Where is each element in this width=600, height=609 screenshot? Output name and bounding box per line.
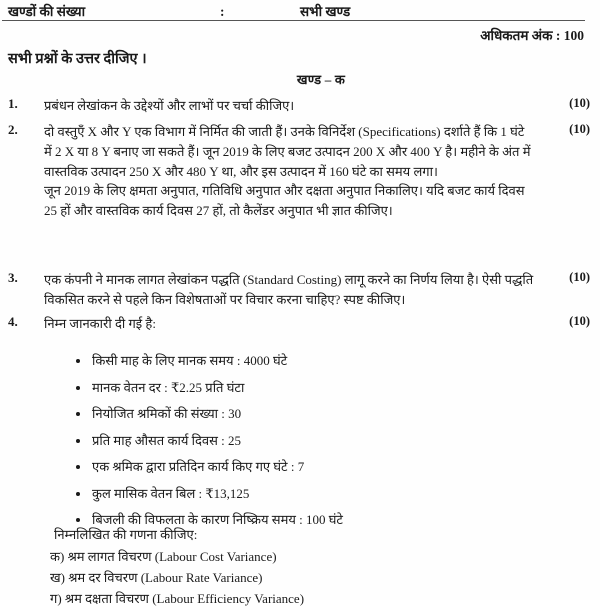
given-information-list xyxy=(70,352,550,538)
blocks-count-value: सभी खण्ड xyxy=(300,4,351,19)
sub-question-item: ग) श्रम दक्षता विचरण (Labour Efficiency Variance) xyxy=(50,591,305,607)
question-marks: (10) xyxy=(569,270,590,284)
list-item: किसी माह के लिए मानक समय : 4000 घंटे xyxy=(70,352,550,370)
question-paragraph: जून 2019 के लिए क्षमता अनुपात, गतिविधि अनुपात और दक्षता अनुपात निकालिए। यदि बजट कार्य दिवस 25 हों और वास्तविक कार्य दिवस 27 हों, तो कैलेंडर अनुपात भी ज्ञात कीजिए। xyxy=(44,183,525,218)
question-marks: (10) xyxy=(569,314,590,328)
question-paragraph: एक कंपनी ने मानक लागत लेखांकन पद्धति (Standard Costing) लागू करने का निर्णय लिया है। ऐसी पद्धति विकसित करने से पहले किन विशेषताओं पर विचार करना चाहिए? स्पष्ट कीजिए। xyxy=(44,272,534,307)
header-divider-rule xyxy=(2,20,585,21)
header-blocks-row xyxy=(8,2,592,20)
question-text xyxy=(44,122,534,221)
question-number: 1. xyxy=(8,96,18,111)
answer-all-instruction: सभी प्रश्नों के उत्तर दीजिए । xyxy=(8,51,147,67)
question-paragraph: निम्न जानकारी दी गई है: xyxy=(44,316,156,331)
question-item xyxy=(8,96,592,116)
sub-question-item: क) श्रम लागत विचरण (Labour Cost Variance) xyxy=(50,549,277,565)
list-item: कुल मासिक वेतन बिल : ₹13,125 xyxy=(70,485,550,503)
maximum-marks-label: अधिकतम अंक : 100 xyxy=(480,28,584,43)
question-text xyxy=(44,96,534,116)
question-marks: (10) xyxy=(569,122,590,136)
section-heading: खण्ड – क xyxy=(296,72,346,87)
question-item xyxy=(8,270,592,310)
header-colon-separator: : xyxy=(220,4,225,19)
blocks-count-label: खण्डों की संख्या xyxy=(8,4,86,19)
question-item xyxy=(8,314,592,334)
question-text xyxy=(44,270,534,310)
list-item: एक श्रमिक द्वारा प्रतिदिन कार्य किए गए घंटे : 7 xyxy=(70,458,550,476)
question-number: 3. xyxy=(8,270,18,285)
question-text xyxy=(44,314,534,334)
question-number: 2. xyxy=(8,122,18,137)
list-item: नियोजित श्रमिकों की संख्या : 30 xyxy=(70,405,550,423)
list-item: मानक वेतन दर : ₹2.25 प्रति घंटा xyxy=(70,379,550,397)
sub-question-item: ख) श्रम दर विचरण (Labour Rate Variance) xyxy=(50,570,263,586)
question-item xyxy=(8,122,592,221)
question-paragraph: प्रबंधन लेखांकन के उद्देश्यों और लाभों पर चर्चा कीजिए। xyxy=(44,98,295,113)
question-marks: (10) xyxy=(569,96,590,110)
question-paragraph: दो वस्तुएँ X और Y एक विभाग में निर्मित की जाती हैं। उनके विनिर्देश (Specifications) दर्शाते हैं कि 1 घंटे में 2 X या 8 Y बनाए जा सकते हैं। जून 2019 के लिए बजट उत्पादन 200 X और 400 Y है। महीने के अंत में वास्तविक उत्पादन 250 X और 480 Y था, और इस उत्पादन में 160 घंटे का समय लगा। xyxy=(44,124,531,179)
list-item: बिजली की विफलता के कारण निष्क्रिय समय : 100 घंटे xyxy=(70,511,550,529)
question-number: 4. xyxy=(8,314,18,329)
list-item: प्रति माह औसत कार्य दिवस : 25 xyxy=(70,432,550,450)
sub-questions-lead: निम्नलिखित की गणना कीजिए: xyxy=(54,527,198,542)
